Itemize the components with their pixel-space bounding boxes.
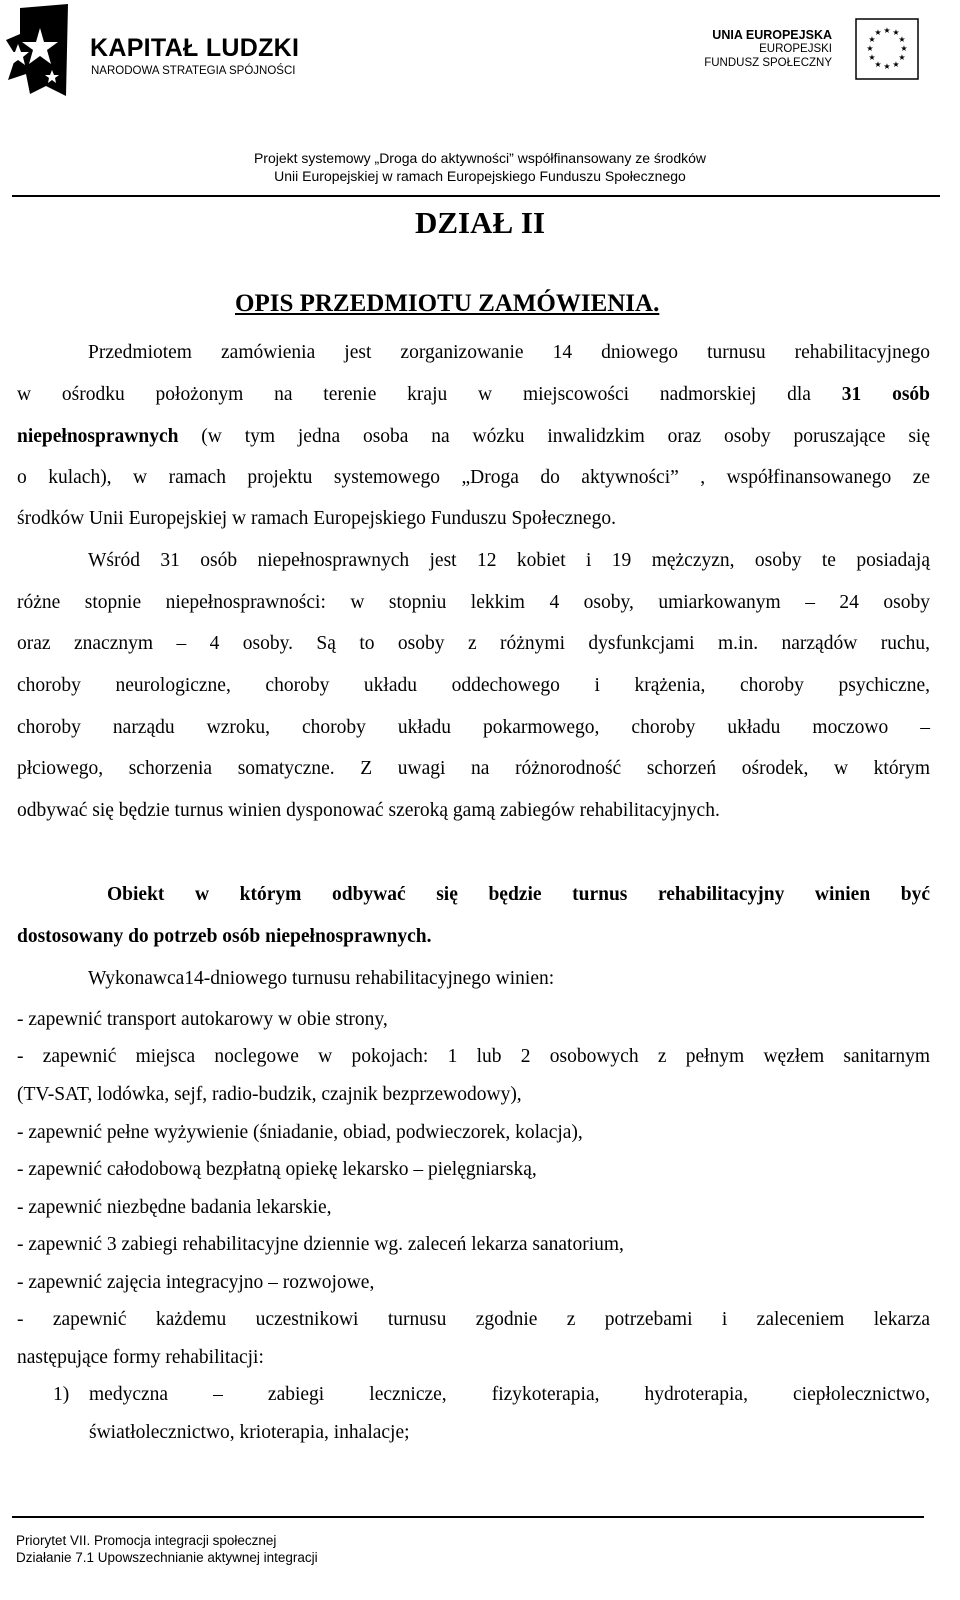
p1-line-2-text: w ośrodku położonym na terenie kraju w miejscowości nadmorskiej dla	[17, 384, 842, 405]
p1-line-3-text: (w tym jedna osoba na wózku inwalidzkim oraz osoby poruszające się	[178, 426, 930, 447]
kapital-ludzki-logo	[2, 2, 312, 100]
p2-line-5: choroby narządu wzroku, choroby układu pokarmowego, choroby układu moczowo –	[17, 717, 930, 738]
project-line-1: Projekt systemowy „Droga do aktywności” współfinansowany ze środków	[253, 150, 707, 166]
footer-priority: Priorytet VII. Promocja integracji społecznej	[16, 1533, 277, 1548]
section-title: OPIS PRZEDMIOTU ZAMÓWIENIA.	[235, 290, 660, 317]
eu-flag-icon	[855, 18, 919, 80]
eu-logo-line3: FUNDUSZ SPOŁECZNY	[704, 57, 832, 69]
svg-text:★: ★	[866, 44, 874, 53]
project-line-2: Unii Europejskiej w ramach Europejskiego Funduszu Społecznego	[274, 168, 686, 184]
svg-text:★: ★	[898, 53, 906, 62]
numbered-item-line-1: medyczna – zabiegi lecznicze, fizykoterapia, hydroterapia, ciepłolecznictwo,	[89, 1384, 930, 1405]
numbered-item-marker: 1)	[53, 1384, 70, 1405]
p1-line-5: środków Unii Europejskiej w ramach Europejskiego Funduszu Społecznego.	[17, 508, 616, 529]
footer-divider	[12, 1516, 924, 1518]
list-item: - zapewnić 3 zabiegi rehabilitacyjne dziennie wg. zaleceń lekarza sanatorium,	[17, 1234, 624, 1255]
list-item: - zapewnić zajęcia integracyjno – rozwojowe,	[17, 1272, 375, 1293]
p1-line-1: Przedmiotem zamówienia jest zorganizowanie 14 dniowego turnusu rehabilitacyjnego	[88, 342, 930, 363]
svg-text:★: ★	[892, 60, 900, 69]
p2-line-6: płciowego, schorzenia somatyczne. Z uwagi na różnorodność schorzeń ośrodek, w którym	[17, 758, 930, 779]
svg-text:★: ★	[883, 26, 891, 35]
bold-para-line-2: dostosowany do potrzeb osób niepełnosprawnych.	[17, 926, 432, 947]
svg-text:★: ★	[874, 28, 882, 37]
svg-text:★: ★	[874, 60, 882, 69]
bold-para-line-1: Obiekt w którym odbywać się będzie turnus rehabilitacyjny winien być	[107, 884, 930, 905]
p1-line-3	[17, 426, 930, 448]
list-item: - zapewnić miejsca noclegowe w pokojach: 1 lub 2 osobowych z pełnym węzłem sanitarnym	[17, 1046, 930, 1067]
p1-line-4: o kulach), w ramach projektu systemowego „Droga do aktywności” , współfinansowanego ze	[17, 467, 930, 488]
svg-text:★: ★	[900, 44, 908, 53]
p1-bold-count: 31 osób	[841, 384, 930, 405]
p2-line-7: odbywać się będzie turnus winien dysponować szeroką gamą zabiegów rehabilitacyjnych.	[17, 800, 720, 821]
list-item: - zapewnić transport autokarowy w obie strony,	[17, 1009, 388, 1030]
footer-action: Działanie 7.1 Upowszechnianie aktywnej integracji	[16, 1550, 318, 1565]
kapital-ludzki-title: KAPITAŁ LUDZKI	[90, 34, 300, 62]
list-item: - zapewnić całodobową bezpłatną opiekę lekarsko – pielęgniarską,	[17, 1159, 537, 1180]
list-item: następujące formy rehabilitacji:	[17, 1347, 264, 1368]
list-item: - zapewnić pełne wyżywienie (śniadanie, obiad, podwieczorek, kolacja),	[17, 1122, 583, 1143]
svg-text:★: ★	[892, 28, 900, 37]
svg-text:★: ★	[868, 35, 876, 44]
p1-bold-word: niepełnosprawnych	[17, 426, 179, 447]
contractor-intro: Wykonawca14-dniowego turnusu rehabilitacyjnego winien:	[88, 968, 555, 989]
svg-text:★: ★	[898, 35, 906, 44]
eu-logo-line1: UNIA EUROPEJSKA	[712, 28, 832, 42]
p2-line-1: Wśród 31 osób niepełnosprawnych jest 12 kobiet i 19 mężczyzn, osoby te posiadają	[88, 550, 930, 571]
kapital-ludzki-star-icon	[6, 4, 70, 98]
p1-line-2	[17, 384, 930, 406]
eu-logo	[700, 14, 940, 84]
header-divider	[12, 195, 940, 197]
numbered-item-line-2: światłolecznictwo, krioterapia, inhalacje;	[89, 1422, 410, 1443]
p2-line-3: oraz znacznym – 4 osoby. Są to osoby z różnymi dysfunkcjami m.in. narządów ruchu,	[17, 633, 930, 654]
svg-text:★: ★	[883, 62, 891, 71]
svg-text:★: ★	[868, 53, 876, 62]
list-item: - zapewnić każdemu uczestnikowi turnusu zgodnie z potrzebami i zaleceniem lekarza	[17, 1309, 930, 1330]
list-item: (TV-SAT, lodówka, sejf, radio-budzik, czajnik bezprzewodowy),	[17, 1084, 522, 1105]
list-item: - zapewnić niezbędne badania lekarskie,	[17, 1197, 332, 1218]
eu-logo-line2: EUROPEJSKI	[759, 43, 832, 55]
p2-line-2: różne stopnie niepełnosprawności: w stopniu lekkim 4 osoby, umiarkowanym – 24 osoby	[17, 592, 930, 613]
eu-logo-text	[704, 28, 832, 70]
p2-line-4: choroby neurologiczne, choroby układu oddechowego i krążenia, choroby psychiczne,	[17, 675, 930, 696]
page-title: DZIAŁ II	[414, 205, 546, 240]
kapital-ludzki-subtitle: NARODOWA STRATEGIA SPÓJNOŚCI	[91, 65, 296, 77]
